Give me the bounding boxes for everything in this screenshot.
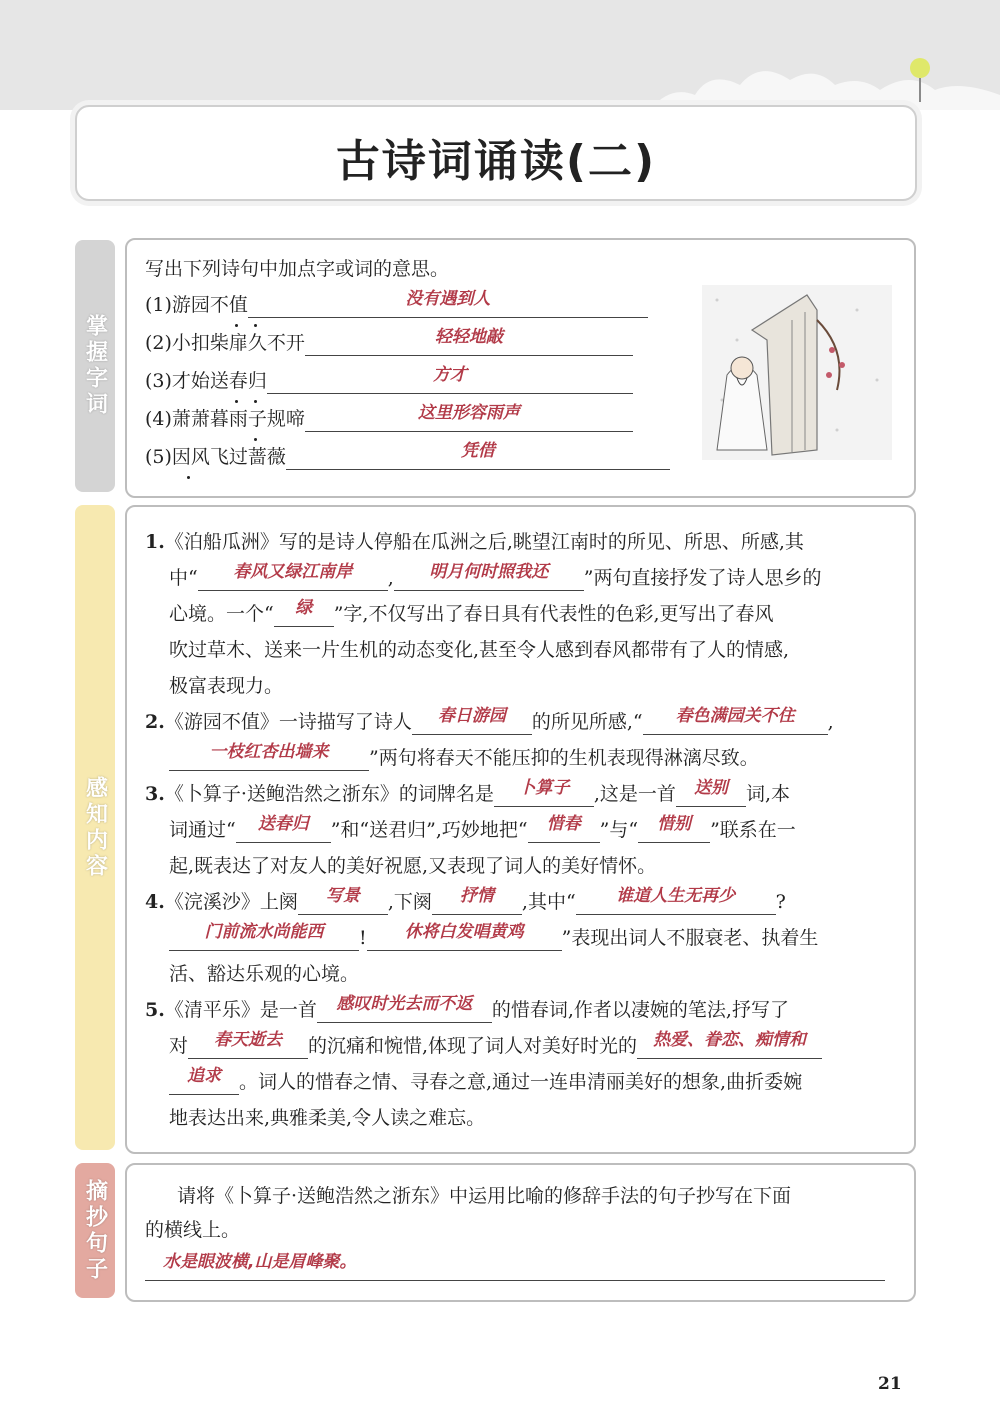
vocab-answer: 这里形容雨声 — [417, 403, 520, 423]
question-line: 2.《游园不值》一诗描写了诗人 春日游园 的所见所感,“ 春色满园关不住 , — [145, 706, 834, 733]
question-line: 5.《清平乐》是一首 感叹时光去而不返 的惜春词,作者以凄婉的笔法,抒写了 — [145, 994, 789, 1021]
answer-blank: 休将白发唱黄鸡 — [404, 922, 524, 942]
answer-blank: 春风又绿江南岸 — [233, 562, 353, 582]
answer-blank: 绿 — [295, 598, 313, 618]
poet-at-door-illustration — [697, 280, 897, 465]
answer-blank: 卜算子 — [518, 778, 570, 798]
emphasis-dot — [254, 438, 257, 441]
excerpt-panel — [125, 1163, 916, 1302]
question-line: 一枝红杏出墙来 ”两句将春天不能压抑的生机表现得淋漓尽致。 — [169, 745, 759, 771]
answer-blank: 感叹时光去而不返 — [336, 994, 473, 1014]
question-line: 起,既表达了对友人的美好祝愿,又表现了词人的美好情怀。 — [169, 855, 657, 877]
vocab-item: (1)游园不值 没有遇到人 — [145, 292, 648, 318]
emphasis-dot — [235, 324, 238, 327]
emphasis-dot — [254, 324, 257, 327]
answer-blank: 送春归 — [257, 814, 309, 834]
tab-content: 感知内容 — [75, 505, 115, 1150]
answer-blank: 惜春 — [546, 814, 581, 834]
answer-blank: 抒情 — [459, 886, 494, 906]
answer-blank: 春天逝去 — [214, 1030, 283, 1050]
vocab-answer: 轻轻地敲 — [434, 327, 503, 347]
excerpt-answer: 水是眼波横,山是眉峰聚。 — [163, 1252, 357, 1272]
answer-blank: 惜别 — [657, 814, 692, 834]
question-line: 门前流水尚能西 ! 休将白发唱黄鸡 ”表现出词人不服衰老、执着生 — [169, 925, 818, 951]
question-line: 3.《卜算子·送鲍浩然之浙东》的词牌名是 卜算子 ,这是一首 送别 词,本 — [145, 778, 790, 805]
emphasis-dot — [235, 400, 238, 403]
question-line: 活、豁达乐观的心境。 — [169, 963, 360, 985]
cloud-decoration-icon — [650, 40, 1000, 110]
vocab-answer: 方才 — [432, 365, 467, 385]
answer-blank: 谁道人生无再少 — [616, 886, 736, 906]
answer-blank: 明月何时照我还 — [429, 562, 549, 582]
question-line: 1.《泊船瓜洲》写的是诗人停船在瓜洲之后,眺望江南时的所见、所思、所感,其 — [145, 531, 804, 553]
vocab-panel — [125, 238, 916, 498]
vocab-answer: 凭借 — [460, 441, 495, 461]
vocab-item: (3)才始送春归 方才 — [145, 368, 633, 394]
answer-blank: 门前流水尚能西 — [204, 922, 324, 942]
vocab-answer: 没有遇到人 — [405, 289, 491, 309]
answer-blank: 春色满园关不住 — [675, 706, 795, 726]
question-line: 吹过草木、送来一片生机的动态变化,甚至令人感到春风都带有了人的情感, — [169, 639, 790, 661]
answer-blank: 热爱、眷恋、痴情和 — [653, 1030, 807, 1050]
answer-blank: 写景 — [325, 886, 360, 906]
emphasis-dot — [254, 400, 257, 403]
question-line: 对 春天逝去 的沉痛和惋惜,体现了词人对美好时光的 热爱、眷恋、痴情和 — [169, 1033, 822, 1059]
excerpt-instruction-cont: 的横线上。 — [145, 1219, 241, 1241]
question-line: 极富表现力。 — [169, 675, 284, 697]
tab-vocab: 掌握字词 — [75, 240, 115, 492]
emphasis-dot — [187, 476, 190, 479]
header-band — [0, 0, 1000, 110]
excerpt-instruction: 请将《卜算子·送鲍浩然之浙东》中运用比喻的修辞手法的句子抄写在下面 — [177, 1185, 792, 1207]
vocab-item: (2)小扣柴扉久不开 轻轻地敲 — [145, 330, 633, 356]
vocab-instruction: 写出下列诗句中加点字或词的意思。 — [145, 258, 450, 280]
page-number: 21 — [878, 1374, 902, 1394]
question-line: 中“ 春风又绿江南岸 , 明月何时照我还 ”两句直接抒发了诗人思乡的 — [169, 562, 822, 589]
answer-blank: 送别 — [693, 778, 728, 798]
question-line: 追求 。词人的惜春之情、寻春之意,通过一连串清丽美好的想象,曲折委婉 — [169, 1069, 802, 1095]
tab-excerpt: 摘抄句子 — [75, 1163, 115, 1298]
answer-blank: 春日游园 — [437, 706, 506, 726]
title-box — [75, 105, 917, 201]
excerpt-answer-line — [145, 1252, 885, 1281]
vocab-item: (5)因风飞过蔷薇 凭借 — [145, 444, 670, 470]
question-line: 词通过“ 送春归 ”和“送君归”,巧妙地把“ 惜春 ”与“ 惜别 ”联系在一 — [169, 814, 796, 841]
content-panel — [125, 505, 916, 1154]
question-line: 4.《浣溪沙》上阕 写景 ,下阕 抒情 ,其中“ 谁道人生无再少 ? — [145, 886, 786, 913]
question-line: 心境。一个“ 绿 ”字,不仅写出了春日具有代表性的色彩,更写出了春风 — [169, 598, 774, 625]
question-line: 地表达出来,典雅柔美,令人读之难忘。 — [169, 1107, 486, 1129]
answer-blank: 一枝红杏出墙来 — [209, 742, 329, 762]
vocab-item: (4)萧萧暮雨子规啼 这里形容雨声 — [145, 406, 633, 432]
answer-blank: 追求 — [187, 1066, 221, 1086]
page-title: 古诗词诵读(二) — [335, 136, 657, 187]
